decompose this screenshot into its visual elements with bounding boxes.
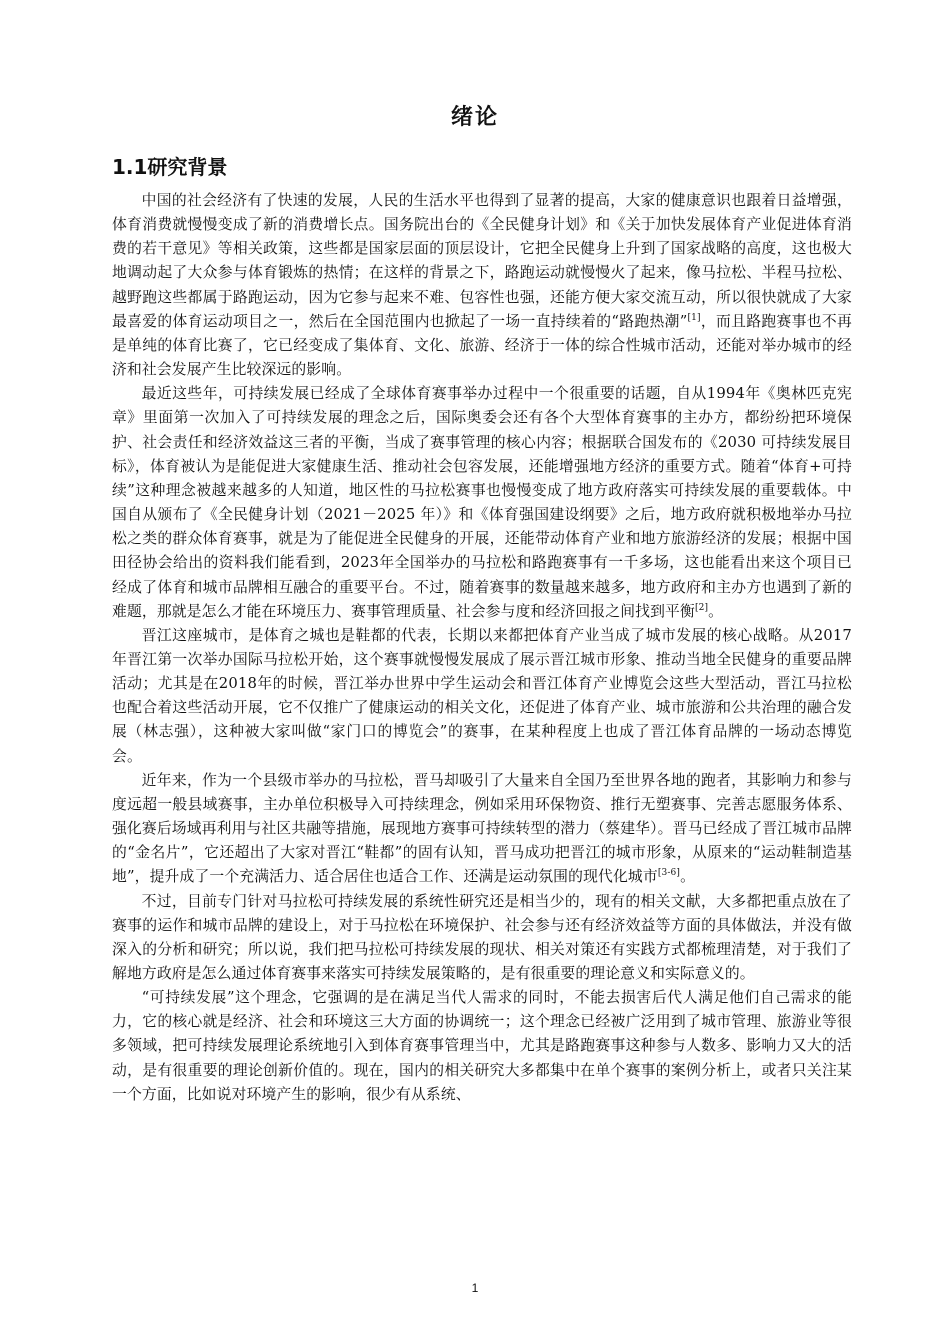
- citation-ref: [3-6]: [657, 868, 681, 879]
- paragraph-6: [112, 986, 852, 1107]
- paragraph-tail: 。: [708, 602, 724, 620]
- paragraph-text: 不过，目前专门针对马拉松可持续发展的系统性研究还是相当少的，现有的相关文献，大多都把重点放在了赛事的运作和城市品牌的建设上，对于马拉松在环境保护、社会参与还有经济效益等方面的具体做法，并没有做深入的分析和研究；所以说，我们把马拉松可持续发展的现状、相关对策还有实践方式都梳理清楚，对于我们了解地方政府是怎么通过体育赛事来落实可持续发展策略的，是有很重要的理论意义和实际意义的。: [112, 892, 852, 982]
- paragraph-4: [112, 769, 852, 890]
- paragraph-1: [112, 189, 852, 382]
- paragraph-tail: 。: [680, 868, 696, 886]
- section-heading: 1.1研究背景: [112, 155, 228, 179]
- paragraph-5: [112, 890, 852, 987]
- paragraph-text: 晋江这座城市，是体育之城也是鞋都的代表，长期以来都把体育产业当成了城市发展的核心战略。从2017年晋江第一次举办国际马拉松开始，这个赛事就慢慢发展成了展示晋江城市形象、推动当地全民健身的重要品牌活动；尤其是在2018年的时候，晋江举办世界中学生运动会和晋江体育产业博览会这些大型活动，晋江马拉松也配合着这些活动开展，它不仅推广了健康运动的相关文化，还促进了体育产业、城市旅游和公共治理的融合发展（林志强），这种被大家叫做“家门口的博览会”的赛事，在某种程度上也成了晋江体育品牌的一场动态博览会。: [112, 626, 852, 765]
- paragraph-text: 近年来，作为一个县级市举办的马拉松，晋马却吸引了大量来自全国乃至世界各地的跑者，其影响力和参与度远超一般县域赛事，主办单位积极导入可持续理念，例如采用环保物资、推行无塑赛事、完善志愿服务体系、强化赛后场域再利用与社区共融等措施，展现地方赛事可持续转型的潜力（蔡建华）。晋马已经成了晋江城市品牌的“金名片”，它还超出了大家对晋江“鞋都”的固有认知，晋马成功把晋江的城市形象，从原来的“运动鞋制造基地”，提升成了一个充满活力、适合居住也适合工作、还满是运动氛围的现代化城市: [112, 771, 852, 886]
- citation-ref: [1]: [687, 312, 701, 323]
- paragraph-3: [112, 624, 852, 769]
- paragraph-tail: ，而且路跑赛事也不再是单纯的体育比赛了，它已经变成了集体育、文化、旅游、经济于一体的综合性城市活动，还能对举办城市的经济和社会发展产生比较深远的影响。: [112, 312, 852, 379]
- citation-ref: [2]: [694, 602, 709, 613]
- page-number: 1: [471, 1281, 479, 1295]
- paragraph-text: “可持续发展”这个理念，它强调的是在满足当代人需求的同时，不能去损害后代人满足他们自己需求的能力，它的核心就是经济、社会和环境这三大方面的协调统一；这个理念已经被广泛用到了城市管理、旅游业等很多领域，把可持续发展理论系统地引入到体育赛事管理当中，尤其是路跑赛事这种参与人数多、影响力又大的活动，是有很重要的理论创新价值的。现在，国内的相关研究大多都集中在单个赛事的案例分析上，或者只关注某一个方面，比如说对环境产生的影响，很少有从系统、: [112, 989, 852, 1103]
- body-text: [112, 189, 852, 1107]
- chapter-title: 绪论: [450, 105, 499, 130]
- paragraph-text: 中国的社会经济有了快速的发展，人民的生活水平也得到了显著的提高，大家的健康意识也跟着日益增强，体育消费就慢慢变成了新的消费增长点。国务院出台的《全民健身计划》和《关于加快发展体育产业促进体育消费的若干意见》等相关政策，这些都是国家层面的顶层设计，它把全民健身上升到了国家战略的高度，这也极大地调动起了大众参与体育锻炼的热情；在这样的背景之下，路跑运动就慢慢火了起来，像马拉松、半程马拉松、越野跑这些都属于路跑运动，因为它参与起来不难、包容性也强，还能方便大家交流互动，所以很快就成了大家最喜爱的体育运动项目之一，然后在全国范围内也掀起了一场一直持续着的“路跑热潮”: [112, 192, 852, 330]
- paragraph-text: 最近这些年，可持续发展已经成了全球体育赛事举办过程中一个很重要的话题，自从1994年《奥林匹克宪章》里面第一次加入了可持续发展的理念之后，国际奥委会还有各个大型体育赛事的主办方，都纷纷把环境保护、社会责任和经济效益这三者的平衡，当成了赛事管理的核心内容；根据联合国发布的《2030 可持续发展目标》，体育被认为是能促进大家健康生活、推动社会包容发展，还能增强地方经济的重要方式。随着“体育+可持续”这种理念被越来越多的人知道，地区性的马拉松赛事也慢慢变成了地方政府落实可持续发展的重要载体。中国自从颁布了《全民健身计划（2021－2025 年）》和《体育强国建设纲要》之后，地方政府就积极地举办马拉松之类的群众体育赛事，就是为了能促进全民健身的开展，还能带动体育产业和地方旅游经济的发展；根据中国田径协会给出的资料我们能看到，2023年全国举办的马拉松和路跑赛事有一千多场，这也能看出来这个项目已经成了体育和城市品牌相互融合的重要平台。不过，随着赛事的数量越来越多，地方政府和主办方也遇到了新的难题，那就是怎么才能在环境压力、赛事管理质量、社会参与度和经济回报之间找到平衡: [112, 385, 852, 620]
- paragraph-2: [112, 382, 852, 624]
